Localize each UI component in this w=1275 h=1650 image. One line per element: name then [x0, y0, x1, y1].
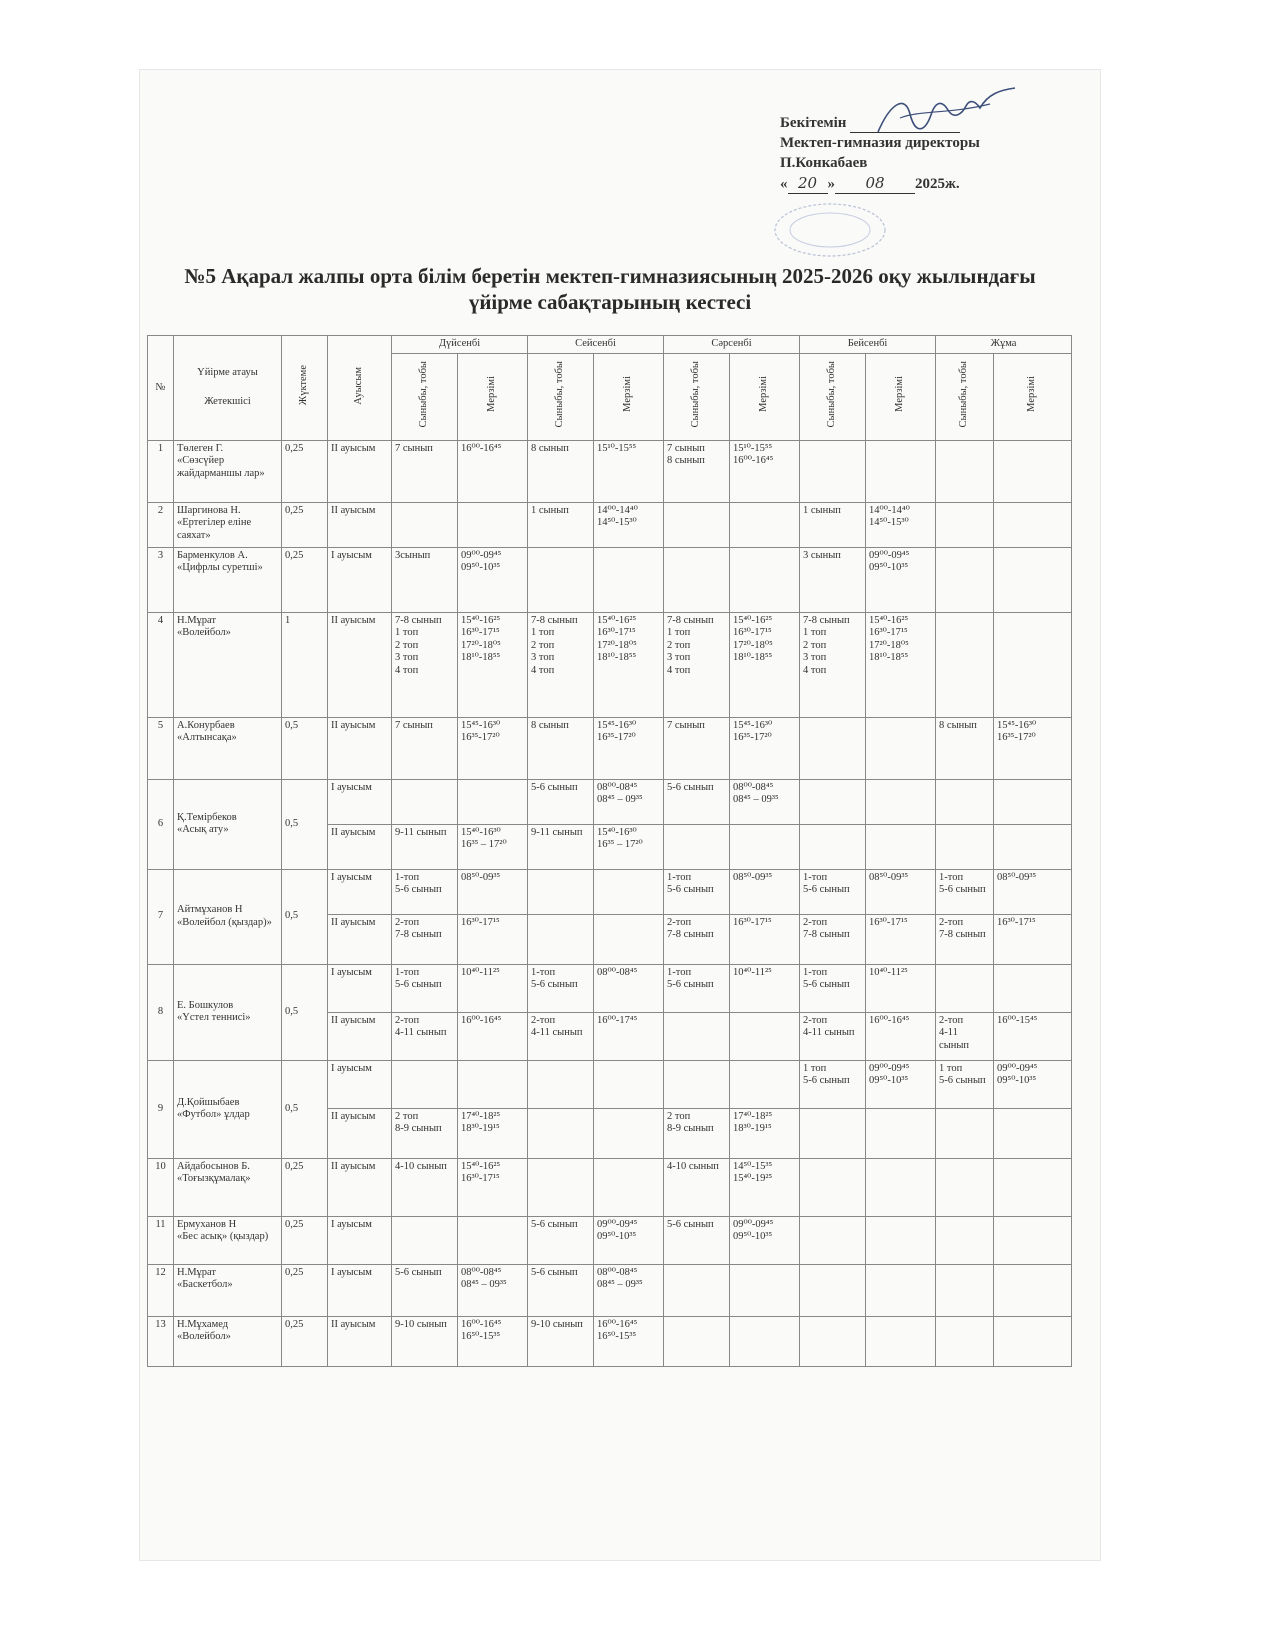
- load-value: 0,25: [282, 1158, 328, 1216]
- shift-value: ІІ ауысым: [328, 717, 392, 779]
- shift-value: І ауысым: [328, 1264, 392, 1316]
- col-num: №: [148, 336, 174, 441]
- time-cell: [730, 502, 800, 547]
- class-cell: 5-6 сынып: [664, 779, 730, 824]
- class-cell: [936, 547, 994, 612]
- class-cell: [936, 1108, 994, 1158]
- time-cell: [994, 1108, 1072, 1158]
- class-cell: 2 топ 8-9 сынып: [392, 1108, 458, 1158]
- shift-value: ІІ ауысым: [328, 502, 392, 547]
- club-leader: Д.Қойшыбаев «Футбол» ұлдар: [174, 1060, 282, 1158]
- class-cell: [664, 547, 730, 612]
- time-cell: [866, 1108, 936, 1158]
- class-cell: 2-топ 4-11 сынып: [392, 1012, 458, 1060]
- table-row: [148, 1264, 1072, 1316]
- col-shift-label: Ауысым: [353, 366, 365, 405]
- class-cell: [528, 869, 594, 914]
- club-leader: Қ.Темірбеков «Асық ату»: [174, 779, 282, 869]
- day-monday: Дүйсенбі: [392, 336, 528, 354]
- col-time-label: Мерзімі: [486, 376, 498, 413]
- time-cell: 15⁴⁰-16²⁵ 16³⁰-17¹⁵ 17²⁰-18⁰⁵ 18¹⁰-18⁵⁵: [730, 612, 800, 717]
- shift-value: ІІ ауысым: [328, 824, 392, 869]
- time-cell: 09⁰⁰-09⁴⁵ 09⁵⁰-10³⁵: [594, 1216, 664, 1264]
- class-cell: 1 сынып: [528, 502, 594, 547]
- time-cell: 10⁴⁰-11²⁵: [866, 964, 936, 1012]
- time-cell: [866, 779, 936, 824]
- class-cell: [392, 1216, 458, 1264]
- time-cell: [866, 824, 936, 869]
- class-cell: 7 сынып: [392, 717, 458, 779]
- class-cell: 5-6 сынып: [528, 1264, 594, 1316]
- class-cell: 1-топ 5-6 сынып: [664, 869, 730, 914]
- time-cell: [994, 440, 1072, 502]
- class-cell: [800, 1158, 866, 1216]
- class-cell: 7 сынып: [664, 717, 730, 779]
- time-cell: 08⁵⁰-09³⁵: [730, 869, 800, 914]
- time-cell: [730, 547, 800, 612]
- shift-value: ІІ ауысым: [328, 612, 392, 717]
- time-cell: [994, 779, 1072, 824]
- class-cell: 2-топ 7-8 сынып: [392, 914, 458, 964]
- class-cell: [936, 779, 994, 824]
- class-cell: 2-топ 7-8 сынып: [936, 914, 994, 964]
- time-cell: 17⁴⁰-18²⁵ 18³⁰-19¹⁵: [458, 1108, 528, 1158]
- time-cell: 09⁰⁰-09⁴⁵ 09⁵⁰-10³⁵: [458, 547, 528, 612]
- time-cell: [730, 1316, 800, 1366]
- shift-value: І ауысым: [328, 547, 392, 612]
- approval-date: [780, 173, 1060, 194]
- table-row: [148, 612, 1072, 717]
- time-cell: 14⁵⁰-15³⁵ 15⁴⁰-19²⁵: [730, 1158, 800, 1216]
- class-cell: 5-6 сынып: [528, 1216, 594, 1264]
- class-cell: 9-11 сынып: [392, 824, 458, 869]
- time-cell: [994, 1264, 1072, 1316]
- date-year: 2025ж.: [915, 176, 960, 192]
- class-cell: [800, 1316, 866, 1366]
- row-number: 12: [148, 1264, 174, 1316]
- time-cell: 09⁰⁰-09⁴⁵ 09⁵⁰-10³⁵: [866, 1060, 936, 1108]
- time-cell: [730, 824, 800, 869]
- time-cell: 15⁴⁰-16³⁰ 16³⁵ – 17²⁰: [458, 824, 528, 869]
- load-value: 1: [282, 612, 328, 717]
- class-cell: [936, 612, 994, 717]
- time-cell: [994, 1216, 1072, 1264]
- load-value: 0,5: [282, 779, 328, 869]
- class-cell: 4-10 сынып: [664, 1158, 730, 1216]
- class-cell: [936, 440, 994, 502]
- row-number: 7: [148, 869, 174, 964]
- row-number: 13: [148, 1316, 174, 1366]
- class-cell: 2-топ 7-8 сынып: [800, 914, 866, 964]
- class-cell: [392, 1060, 458, 1108]
- col-leader-label: Жетекшісі: [204, 395, 251, 407]
- row-number: 5: [148, 717, 174, 779]
- col-class: [800, 353, 866, 440]
- class-cell: 1 сынып: [800, 502, 866, 547]
- club-leader: А.Конурбаев «Алтынсақа»: [174, 717, 282, 779]
- time-cell: 08⁰⁰-08⁴⁵ 08⁴⁵ – 09³⁵: [594, 1264, 664, 1316]
- document-title: №5 Ақарал жалпы орта білім беретін мектеп-гимназиясының 2025-2026 оқу жылындағы үйірме сабақтарының кестесі: [184, 264, 1036, 314]
- row-number: 1: [148, 440, 174, 502]
- class-cell: 1-топ 5-6 сынып: [800, 964, 866, 1012]
- time-cell: 16³⁰-17¹⁵: [994, 914, 1072, 964]
- time-cell: 08⁰⁰-08⁴⁵ 08⁴⁵ – 09³⁵: [730, 779, 800, 824]
- day-friday: Жұма: [936, 336, 1072, 354]
- time-cell: 08⁰⁰-08⁴⁵: [594, 964, 664, 1012]
- school-stamp: [770, 200, 890, 260]
- shift-value: ІІ ауысым: [328, 914, 392, 964]
- load-value: 0,25: [282, 440, 328, 502]
- col-time: [594, 353, 664, 440]
- row-number: 3: [148, 547, 174, 612]
- col-class: [528, 353, 594, 440]
- class-cell: 1-топ 5-6 сынып: [664, 964, 730, 1012]
- time-cell: 15⁴⁵-16³⁰ 16³⁵-17²⁰: [458, 717, 528, 779]
- day-thursday: Бейсенбі: [800, 336, 936, 354]
- class-cell: [800, 1264, 866, 1316]
- class-cell: [800, 717, 866, 779]
- club-leader: Н.Мұрат «Волейбол»: [174, 612, 282, 717]
- class-cell: [392, 779, 458, 824]
- time-cell: 16⁰⁰-16⁴⁵: [866, 1012, 936, 1060]
- schedule-body: [148, 440, 1072, 1366]
- club-leader: Айтмұханов Н «Волейбол (қыздар)»: [174, 869, 282, 964]
- class-cell: 1-топ 5-6 сынып: [392, 869, 458, 914]
- class-cell: [800, 1108, 866, 1158]
- class-cell: [664, 1060, 730, 1108]
- time-cell: 16⁰⁰-15⁴⁵: [994, 1012, 1072, 1060]
- col-shift: [328, 336, 392, 441]
- row-number: 4: [148, 612, 174, 717]
- col-time: [866, 353, 936, 440]
- club-leader: Төлеген Г. «Сөзсүйер жайдарманшы лар»: [174, 440, 282, 502]
- time-cell: [994, 612, 1072, 717]
- class-cell: 2-топ 7-8 сынып: [664, 914, 730, 964]
- class-cell: 1-топ 5-6 сынып: [800, 869, 866, 914]
- table-row: [148, 1158, 1072, 1216]
- class-cell: [800, 824, 866, 869]
- header-row-days: [148, 336, 1072, 354]
- table-row: [148, 964, 1072, 1012]
- club-leader: Е. Бошкулов «Үстел теннисі»: [174, 964, 282, 1060]
- day-wednesday: Сәрсенбі: [664, 336, 800, 354]
- class-cell: [528, 1060, 594, 1108]
- class-cell: 2-топ 4-11 сынып: [800, 1012, 866, 1060]
- load-value: 0,25: [282, 502, 328, 547]
- col-time-label: Мерзімі: [622, 376, 634, 413]
- row-number: 9: [148, 1060, 174, 1158]
- approval-position: Мектеп-гимназия директоры: [780, 135, 980, 151]
- class-cell: [528, 1108, 594, 1158]
- col-class-label: Сыныбы, тобы: [690, 361, 702, 428]
- class-cell: 7-8 сынып 1 топ 2 топ 3 топ 4 топ: [392, 612, 458, 717]
- date-quote-open: «: [780, 176, 788, 192]
- shift-value: ІІ ауысым: [328, 440, 392, 502]
- shift-value: І ауысым: [328, 779, 392, 824]
- time-cell: 10⁴⁰-11²⁵: [458, 964, 528, 1012]
- shift-value: І ауысым: [328, 1216, 392, 1264]
- row-number: 6: [148, 779, 174, 869]
- class-cell: 9-11 сынып: [528, 824, 594, 869]
- class-cell: 8 сынып: [528, 440, 594, 502]
- time-cell: 15⁴⁵-16³⁰ 16³⁵-17²⁰: [730, 717, 800, 779]
- time-cell: [994, 824, 1072, 869]
- class-cell: [936, 1264, 994, 1316]
- time-cell: 08⁰⁰-08⁴⁵ 08⁴⁵ – 09³⁵: [594, 779, 664, 824]
- time-cell: 16⁰⁰-16⁴⁵ 16⁵⁰-15³⁵: [594, 1316, 664, 1366]
- time-cell: 15⁴⁵-16³⁰ 16³⁵-17²⁰: [994, 717, 1072, 779]
- load-value: 0,25: [282, 547, 328, 612]
- col-class-label: Сыныбы, тобы: [418, 361, 430, 428]
- col-club: [174, 336, 282, 441]
- shift-value: І ауысым: [328, 1060, 392, 1108]
- class-cell: 5-6 сынып: [664, 1216, 730, 1264]
- table-row: [148, 547, 1072, 612]
- time-cell: [866, 1216, 936, 1264]
- time-cell: [866, 1158, 936, 1216]
- time-cell: [730, 1060, 800, 1108]
- table-row: [148, 1316, 1072, 1366]
- class-cell: 1 топ 5-6 сынып: [800, 1060, 866, 1108]
- col-time: [994, 353, 1072, 440]
- col-time-label: Мерзімі: [758, 376, 770, 413]
- row-number: 11: [148, 1216, 174, 1264]
- load-value: 0,5: [282, 717, 328, 779]
- club-leader: Н.Мұрат «Баскетбол»: [174, 1264, 282, 1316]
- col-time: [458, 353, 528, 440]
- time-cell: 14⁰⁰-14⁴⁰ 14⁵⁰-15³⁰: [866, 502, 936, 547]
- class-cell: [936, 824, 994, 869]
- class-cell: 2-топ 4-11 сынып: [936, 1012, 994, 1060]
- col-class-label: Сыныбы, тобы: [554, 361, 566, 428]
- load-value: 0,25: [282, 1316, 328, 1366]
- class-cell: [936, 1316, 994, 1366]
- time-cell: 09⁰⁰-09⁴⁵ 09⁵⁰-10³⁵: [866, 547, 936, 612]
- time-cell: 08⁰⁰-08⁴⁵ 08⁴⁵ – 09³⁵: [458, 1264, 528, 1316]
- load-value: 0,25: [282, 1216, 328, 1264]
- time-cell: 15⁴⁰-16³⁰ 16³⁵ – 17²⁰: [594, 824, 664, 869]
- time-cell: 16⁰⁰-16⁴⁵ 16⁵⁰-15³⁵: [458, 1316, 528, 1366]
- time-cell: 16³⁰-17¹⁵: [866, 914, 936, 964]
- time-cell: [730, 1264, 800, 1316]
- class-cell: 7-8 сынып 1 топ 2 топ 3 топ 4 топ: [528, 612, 594, 717]
- col-load-label: Жүктеме: [298, 365, 310, 406]
- col-class: [936, 353, 994, 440]
- load-value: 0,5: [282, 964, 328, 1060]
- col-load: [282, 336, 328, 441]
- class-cell: 2 топ 8-9 сынып: [664, 1108, 730, 1158]
- time-cell: 16⁰⁰-17⁴⁵: [594, 1012, 664, 1060]
- date-month: 08: [835, 173, 915, 194]
- row-number: 2: [148, 502, 174, 547]
- time-cell: [994, 1158, 1072, 1216]
- class-cell: [392, 502, 458, 547]
- time-cell: [994, 547, 1072, 612]
- signature-line: [850, 112, 960, 133]
- time-cell: 08⁵⁰-09³⁵: [866, 869, 936, 914]
- date-quote-close: »: [827, 176, 835, 192]
- col-club-label: Үйірме атауы: [197, 367, 258, 379]
- time-cell: 16⁰⁰-16⁴⁵: [458, 440, 528, 502]
- class-cell: [800, 440, 866, 502]
- class-cell: [664, 824, 730, 869]
- load-value: 0,5: [282, 869, 328, 964]
- class-cell: 7 сынып 8 сынып: [664, 440, 730, 502]
- col-class-label: Сыныбы, тобы: [826, 361, 838, 428]
- class-cell: 3сынып: [392, 547, 458, 612]
- row-number: 10: [148, 1158, 174, 1216]
- time-cell: 15⁴⁰-16²⁵ 16³⁰-17¹⁵: [458, 1158, 528, 1216]
- approval-label: Бекітемін: [780, 115, 847, 131]
- class-cell: [664, 1316, 730, 1366]
- shift-value: ІІ ауысым: [328, 1158, 392, 1216]
- time-cell: [458, 779, 528, 824]
- col-class: [392, 353, 458, 440]
- time-cell: [866, 440, 936, 502]
- class-cell: 5-6 сынып: [528, 779, 594, 824]
- class-cell: [528, 547, 594, 612]
- col-time-label: Мерзімі: [894, 376, 906, 413]
- club-leader: Барменкулов А. «Цифрлы суретші»: [174, 547, 282, 612]
- class-cell: 5-6 сынып: [392, 1264, 458, 1316]
- schedule-table: [147, 335, 1072, 1367]
- time-cell: [594, 1060, 664, 1108]
- class-cell: 4-10 сынып: [392, 1158, 458, 1216]
- col-time: [730, 353, 800, 440]
- class-cell: [936, 502, 994, 547]
- class-cell: [936, 1216, 994, 1264]
- club-leader: Н.Мұхамед «Волейбол»: [174, 1316, 282, 1366]
- time-cell: [994, 502, 1072, 547]
- date-day: 20: [788, 173, 828, 194]
- class-cell: 1-топ 5-6 сынып: [936, 869, 994, 914]
- class-cell: 9-10 сынып: [528, 1316, 594, 1366]
- time-cell: [594, 1158, 664, 1216]
- class-cell: [936, 964, 994, 1012]
- time-cell: 16⁰⁰-16⁴⁵: [458, 1012, 528, 1060]
- load-value: 0,25: [282, 1264, 328, 1316]
- class-cell: 2-топ 4-11 сынып: [528, 1012, 594, 1060]
- load-value: 0,5: [282, 1060, 328, 1158]
- time-cell: [594, 547, 664, 612]
- time-cell: [594, 1108, 664, 1158]
- time-cell: 17⁴⁰-18²⁵ 18³⁰-19¹⁵: [730, 1108, 800, 1158]
- time-cell: 16³⁰-17¹⁵: [730, 914, 800, 964]
- class-cell: 1-топ 5-6 сынып: [392, 964, 458, 1012]
- table-row: [148, 502, 1072, 547]
- time-cell: [594, 869, 664, 914]
- shift-value: ІІ ауысым: [328, 1012, 392, 1060]
- time-cell: 16³⁰-17¹⁵: [458, 914, 528, 964]
- time-cell: 10⁴⁰-11²⁵: [730, 964, 800, 1012]
- time-cell: [994, 1316, 1072, 1366]
- class-cell: [800, 779, 866, 824]
- table-row: [148, 1216, 1072, 1264]
- club-leader: Айдабосынов Б. «Тоғызқұмалақ»: [174, 1158, 282, 1216]
- day-tuesday: Сейсенбі: [528, 336, 664, 354]
- time-cell: 08⁵⁰-09³⁵: [458, 869, 528, 914]
- time-cell: 15⁴⁰-16²⁵ 16³⁰-17¹⁵ 17²⁰-18⁰⁵ 18¹⁰-18⁵⁵: [866, 612, 936, 717]
- time-cell: 09⁰⁰-09⁴⁵ 09⁵⁰-10³⁵: [994, 1060, 1072, 1108]
- class-cell: [528, 914, 594, 964]
- time-cell: [458, 1216, 528, 1264]
- table-row: [148, 1060, 1072, 1108]
- time-cell: [994, 964, 1072, 1012]
- time-cell: [866, 1264, 936, 1316]
- col-time-label: Мерзімі: [1026, 376, 1038, 413]
- class-cell: [528, 1158, 594, 1216]
- approval-name: П.Конкабаев: [780, 155, 868, 171]
- class-cell: 9-10 сынып: [392, 1316, 458, 1366]
- time-cell: [458, 1060, 528, 1108]
- class-cell: 8 сынып: [528, 717, 594, 779]
- time-cell: 09⁰⁰-09⁴⁵ 09⁵⁰-10³⁵: [730, 1216, 800, 1264]
- table-row: [148, 779, 1072, 824]
- class-cell: 1-топ 5-6 сынып: [528, 964, 594, 1012]
- club-leader: Ермуханов Н «Бес асық» (қыздар): [174, 1216, 282, 1264]
- class-cell: 1 топ 5-6 сынып: [936, 1060, 994, 1108]
- time-cell: [730, 1012, 800, 1060]
- time-cell: 15⁴⁵-16³⁰ 16³⁵-17²⁰: [594, 717, 664, 779]
- approval-block: [780, 112, 1060, 194]
- time-cell: 15⁴⁰-16²⁵ 16³⁰-17¹⁵ 17²⁰-18⁰⁵ 18¹⁰-18⁵⁵: [458, 612, 528, 717]
- col-class-label: Сыныбы, тобы: [958, 361, 970, 428]
- time-cell: [866, 1316, 936, 1366]
- time-cell: 15⁴⁰-16²⁵ 16³⁰-17¹⁵ 17²⁰-18⁰⁵ 18¹⁰-18⁵⁵: [594, 612, 664, 717]
- row-number: 8: [148, 964, 174, 1060]
- time-cell: 15¹⁰-15⁵⁵ 16⁰⁰-16⁴⁵: [730, 440, 800, 502]
- class-cell: [664, 502, 730, 547]
- table-row: [148, 717, 1072, 779]
- class-cell: [800, 1216, 866, 1264]
- club-leader: Шаргинова Н. «Ертегілер еліне саяхат»: [174, 502, 282, 547]
- shift-value: І ауысым: [328, 869, 392, 914]
- shift-value: ІІ ауысым: [328, 1108, 392, 1158]
- table-row: [148, 440, 1072, 502]
- class-cell: [664, 1264, 730, 1316]
- time-cell: [594, 914, 664, 964]
- class-cell: 7-8 сынып 1 топ 2 топ 3 топ 4 топ: [800, 612, 866, 717]
- time-cell: [458, 502, 528, 547]
- table-row: [148, 869, 1072, 914]
- class-cell: [936, 1158, 994, 1216]
- time-cell: 08⁵⁰-09³⁵: [994, 869, 1072, 914]
- shift-value: ІІ ауысым: [328, 1316, 392, 1366]
- class-cell: 3 сынып: [800, 547, 866, 612]
- time-cell: [866, 717, 936, 779]
- shift-value: І ауысым: [328, 964, 392, 1012]
- class-cell: 7-8 сынып 1 топ 2 топ 3 топ 4 топ: [664, 612, 730, 717]
- col-class: [664, 353, 730, 440]
- time-cell: 14⁰⁰-14⁴⁰ 14⁵⁰-15³⁰: [594, 502, 664, 547]
- class-cell: 7 сынып: [392, 440, 458, 502]
- class-cell: [664, 1012, 730, 1060]
- time-cell: 15¹⁰-15⁵⁵: [594, 440, 664, 502]
- class-cell: 8 сынып: [936, 717, 994, 779]
